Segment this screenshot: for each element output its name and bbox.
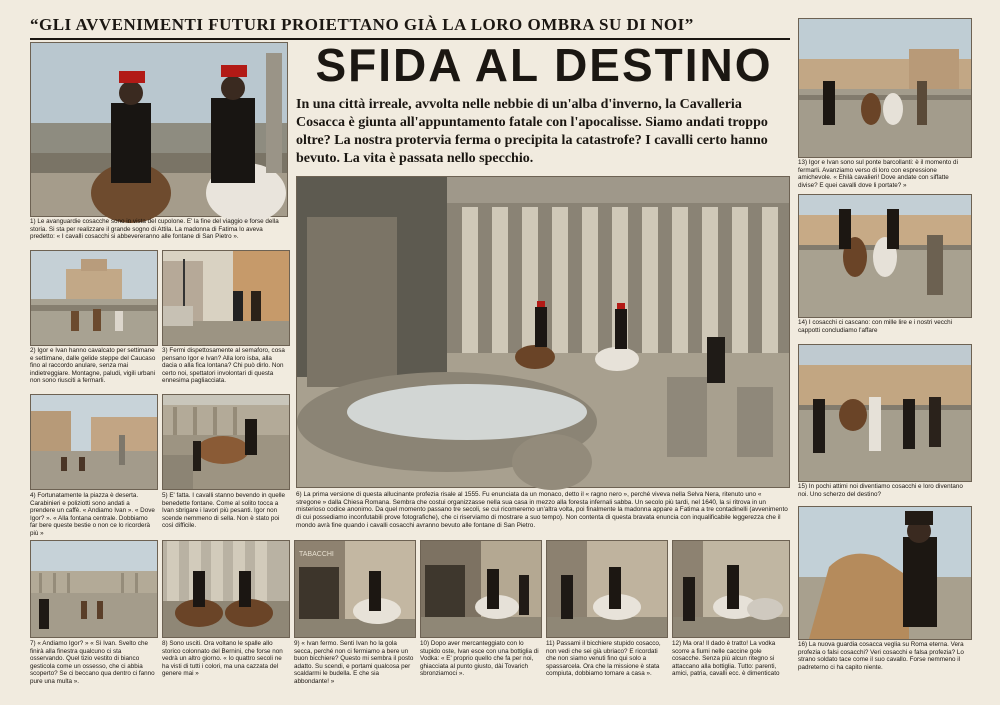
caption-15: 15) In pochi attimi noi diventiamo cosacchi e loro diventano noi. Uno scherzo del destino? — [798, 483, 963, 498]
intro-paragraph: In una città irreale, avvolta nelle nebbie di un'alba d'inverno, la Cavalleria Cosacca è giunta all'appuntamento fatale con l'apocalisse. Siamo andati troppo oltre? La nostra protervia ferma o precipita la catastrofe? I cavalli certo hanno bevuto. La vita è passata nello specchio. — [296, 97, 768, 166]
caption-16: 16) La nuova guardia cosacca veglia su Roma eterna. Vera profezia o falsi cosacchi? Veri cosacchi e falsa profezia? Lo strano soldato tace come il suo cavallo. Forse nemmeno il padreterno ci ha capito niente. — [798, 641, 964, 671]
caption-5: 5) E' fatta. I cavalli stanno bevendo in quelle benedette fontane. Come al solito tocca a Ivan sbrigare i lavori più pesanti. Igor non scende nemmeno di sella. Non è stato poi così difficile. — [162, 492, 286, 530]
photo-2-castel-santangelo — [30, 250, 158, 346]
caption-10: 10) Dopo aver mercanteggiato con lo stupido oste, Ivan esce con una bottiglia di Vodka: « E' proprio quello che fa per noi, ghiacciata al punto giusto, dài Tovarich sbronziamoci ». — [420, 640, 539, 678]
caption-11: 11) Passami il bicchiere stupido cosacco, non vedi che sei già ubriaco? E ricordati che non siamo venuti fino qui solo a spassarcela. Ora che la missione è stata compiuta, dobbiamo tornare a casa ». — [546, 640, 661, 678]
photo-3-traffic-light — [162, 250, 290, 346]
caption-9: 9) « Ivan fermo. Senti Ivan ho la gola secca, perché non ci fermiamo a bere un buon bicchiere? Questo mi sembra il posto adatto. Su scendi, e portami qualcosa per scaldarmi le budella. E che sia abbondante! » — [294, 640, 414, 685]
caption-6: 6) La prima versione di questa allucinante profezia risale al 1555. Fu enunciata da un monaco, detto il « ragno nero », perché viveva nella Selva Nera, ritenuto uno « stregone » dalla Chiesa Romana. Sembra che costui organizzasse nella sua casa in mezzo alla foresta infernali sabba. Un secolo più tardi, nel 1640, la si ritrova in un misterioso codice anonimo. Da quel momento passano tre secoli, se cui ricomeremo un'altra volta, poi finalmente la madonna appare a Fatima a tre contadinelli (avvenimento di cui possediamo inconfutabili prove fotografiche), che ci riserviamo di mostrare a suo tempo). Non contenta di questa bravata enuncia con inqualificabile leggerezza che il mondo avrà fine quando i cavalli cosacchi avranno bevuto alle fontane di San Pietro. — [296, 491, 788, 529]
article-title: SFIDA AL DESTINO — [315, 39, 773, 91]
photo-12-vodka-flowing — [672, 540, 790, 638]
caption-1: 1) Le avanguardie cosacche sono in vista del cupolone. E' la fine del viaggio e forse della storia. Si sta per realizzare il grande sogno di Attila. La madonna di Fatima lo aveva predetto: « I cavalli cosacchi si abbevereranno alle fontane di San Pietro ». — [30, 218, 279, 241]
photo-14-horse-deal — [798, 194, 972, 318]
caption-8: 8) Sono usciti. Ora voltano le spalle allo storico colonnato del Bernini, che forse non vedrà un altro giorno. « Io quattro secoli ne ha visti di tutti i colori, ma una cazzata del genere mai » — [162, 640, 283, 678]
caption-3: 3) Fermi dispettosamente al semaforo, cosa pensano Igor e Ivan? Alla loro isba, alla dacia o alla fica lontana? Chi può dirlo. Non certo noi, spettatori involontari di questa ennesima pagliacciata. — [162, 347, 285, 385]
caption-12: 12) Ma ora! Il dado è tratto! La vodka scorre a fiumi nelle caccine gole cosacche. Senza più alcun ritegno si attaccano alla bottiglia. Tutto: parenti, amici, patria, cavalli ecc. è dimenticato — [672, 640, 780, 678]
photo-11-drinking-glass — [546, 540, 668, 638]
photo-10-vodka-bottle — [420, 540, 542, 638]
photo-5-horses-drinking — [162, 394, 290, 490]
caption-7: 7) « Andiamo Igor? » « Sì Ivan. Svelto che finirà alla finestra qualcuno ci sta osservando. Quel tizio vestito di bianco gesticola come un ossesso, che ci abbia scoperto? Se ci beccano qua dentro ci fanno pure una multa ». — [30, 640, 155, 685]
caption-4: 4) Fortunatamente la piazza è deserta. Carabinieri e poliziotti sono andati a prendere un caffè. « Andiamo Ivan ». « Dove Igor? ». « Alla fontana centrale. Dobbiamo far bere queste bestie o non ce lo ricorderà più » — [30, 492, 155, 537]
photo-13-cossacks-on-bridge — [798, 18, 972, 158]
photo-15-exchange — [798, 344, 972, 482]
caption-13: 13) Igor e Ivan sono sul ponte barcollanti: è il momento di fermarli. Avanziamo verso di loro con espressione amichevole. « Ehilà cavalieri! Dove andate con siffatte divise? E quei cavalli dove li portate? » — [798, 159, 958, 189]
main-photo-fountain-colonnade — [296, 176, 790, 488]
photo-4-empty-piazza — [30, 394, 158, 490]
tabacchi-sign: TABACCHI — [299, 551, 334, 558]
photo-8-leaving-colonnade — [162, 540, 290, 638]
caption-2: 2) Igor e Ivan hanno cavalcato per settimane e settimane, dalle gelide steppe del Caucaso fino al raccordo anulare, senza mai indietreggiare. Montagne, paludi, vigili urbani non sono riusciti a fermarli. — [30, 347, 156, 385]
photo-9-tabacchi-shop — [294, 540, 416, 638]
photo-16-cossack-guard — [798, 506, 972, 640]
header-quote: “GLI AVVENIMENTI FUTURI PROIETTANO GIÀ LA LORO OMBRA SU DI NOI” — [30, 12, 790, 40]
caption-14: 14) I cosacchi ci cascano: con mille lire e i nostri vecchi cappotti concludiamo l'affare — [798, 319, 952, 334]
photo-1-cossacks-on-bridge — [30, 42, 288, 217]
photo-7-bernini-colonnade — [30, 540, 158, 638]
